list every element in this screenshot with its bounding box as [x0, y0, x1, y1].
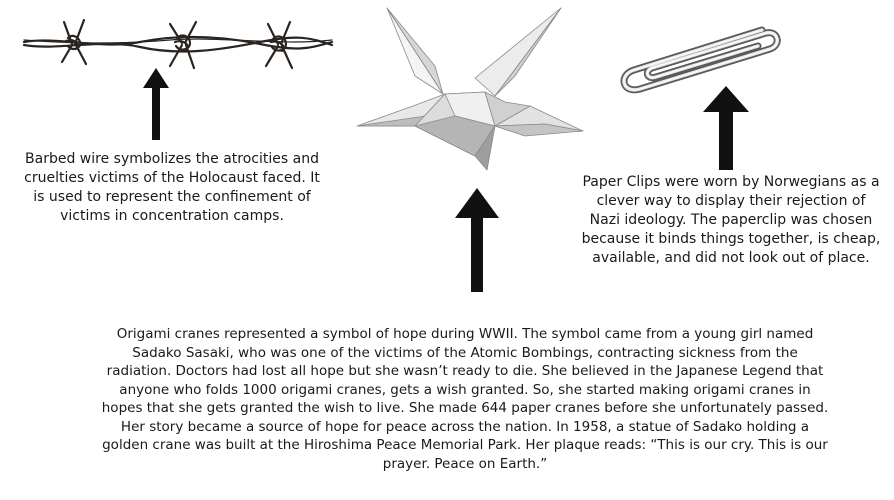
barbed-wire-caption: Barbed wire symbolizes the atrocities and cruelties victims of the Holocaust faced. It is used to represent the confinement of victims in concentration camps.: [24, 151, 320, 224]
origami-crane-caption: Origami cranes represented a symbol of hope during WWII. The symbol came from a young girl named Sadako Sasaki, who was one of the victims of the Atomic Bombings, contracting sickness from the radiation. Doctors had lost all hope but she wasn’t ready to die. She believed in the Japanese Legend that anyone who folds 1000 origami cranes, gets a wish granted. So, she started making origami cranes in hopes that she gets granted the wish to live. She made 644 paper cranes before she unfortunately passed. Her story became a source of hope for peace across the nation. In 1958, a statue of Sadako holding a golden crane was built at the Hiroshima Peace Memorial Park. Her plaque reads: “This is our cry. This is our prayer. Peace on Earth.”: [101, 326, 829, 472]
paper-clip-caption: Paper Clips were worn by Norwegians as a clever way to display their rejection of Nazi ideology. The paperclip was chosen because it binds things together, is cheap, available, and did not look out of place.: [581, 174, 881, 266]
barbed-wire-image: [20, 14, 335, 74]
origami-crane-image: [355, 6, 585, 174]
arrow-up-icon: [143, 68, 169, 140]
arrow-up-icon: [703, 86, 749, 170]
arrow-up-icon: [455, 188, 499, 292]
paper-clip-image: [612, 22, 787, 96]
